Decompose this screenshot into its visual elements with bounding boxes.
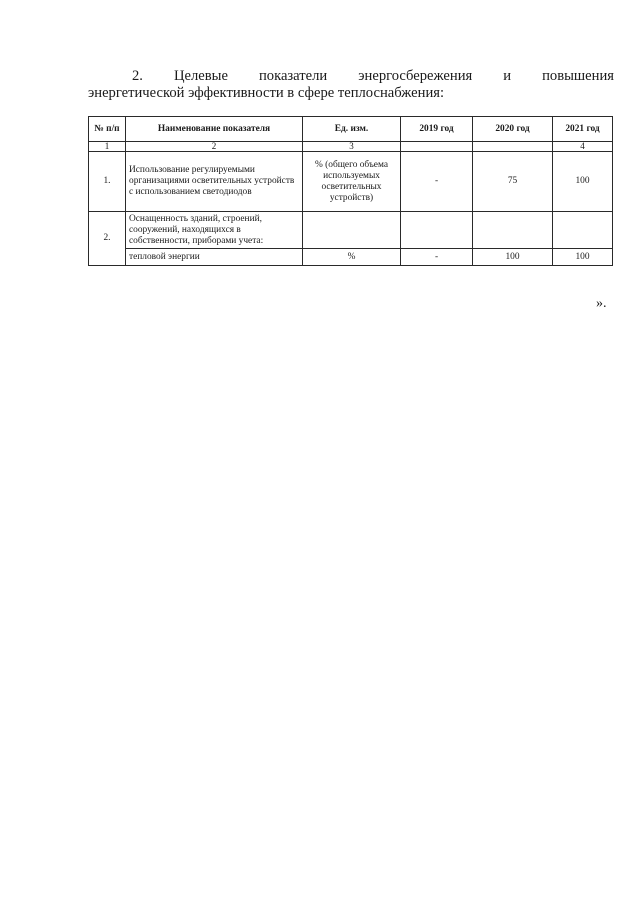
indicators-table xyxy=(88,116,613,266)
value-2021-cell xyxy=(553,212,613,249)
header-cell-2020: 2020 год xyxy=(473,117,553,142)
column-number-cell xyxy=(473,142,553,152)
value-2020-cell xyxy=(473,212,553,249)
value-2019-cell: - xyxy=(401,249,473,266)
header-cell-unit: Ед. изм. xyxy=(303,117,401,142)
value-2021-cell: 100 xyxy=(553,249,613,266)
table-header-row xyxy=(89,117,613,142)
section-number: 2. xyxy=(132,68,143,84)
column-number-row xyxy=(89,142,613,152)
unit-cell: % (общего объема используемых осветительных устройств) xyxy=(303,152,401,212)
value-2020-cell: 100 xyxy=(473,249,553,266)
section-heading-line-1 xyxy=(88,68,614,85)
value-2020-cell: 75 xyxy=(473,152,553,212)
heading-word: повышения xyxy=(542,68,614,84)
value-2021-cell: 100 xyxy=(553,152,613,212)
header-cell-indicator-name: Наименование показателя xyxy=(126,117,303,142)
unit-cell: % xyxy=(303,249,401,266)
header-cell-number: № п/п xyxy=(89,117,126,142)
header-cell-2019: 2019 год xyxy=(401,117,473,142)
column-number-cell: 3 xyxy=(303,142,401,152)
indicator-name-cell: тепловой энергии xyxy=(126,249,303,266)
column-number-cell: 4 xyxy=(553,142,613,152)
table-row xyxy=(89,212,613,249)
row-number-cell: 1. xyxy=(89,152,126,212)
header-cell-2021: 2021 год xyxy=(553,117,613,142)
heading-word: и xyxy=(503,68,512,84)
table-row xyxy=(89,152,613,212)
table-row xyxy=(89,249,613,266)
section-heading-line-2: энергетической эффективности в сфере теплоснабжения: xyxy=(88,85,445,101)
heading-word: энергосбережения xyxy=(358,68,473,84)
closing-quote-mark: ». xyxy=(596,296,607,311)
unit-cell xyxy=(303,212,401,249)
column-number-cell xyxy=(401,142,473,152)
column-number-cell: 2 xyxy=(126,142,303,152)
value-2019-cell xyxy=(401,212,473,249)
column-number-cell: 1 xyxy=(89,142,126,152)
section-heading xyxy=(88,68,614,102)
indicator-name-cell: Использование регулируемыми организациями осветительных устройств с использованием светодиодов xyxy=(126,152,303,212)
heading-word: Целевые xyxy=(173,68,228,84)
row-number-cell: 2. xyxy=(89,212,126,266)
value-2019-cell: - xyxy=(401,152,473,212)
indicator-name-cell: Оснащенность зданий, строений, сооружений, находящихся в собственности, приборами учета: xyxy=(126,212,303,249)
heading-word: показатели xyxy=(258,68,328,84)
